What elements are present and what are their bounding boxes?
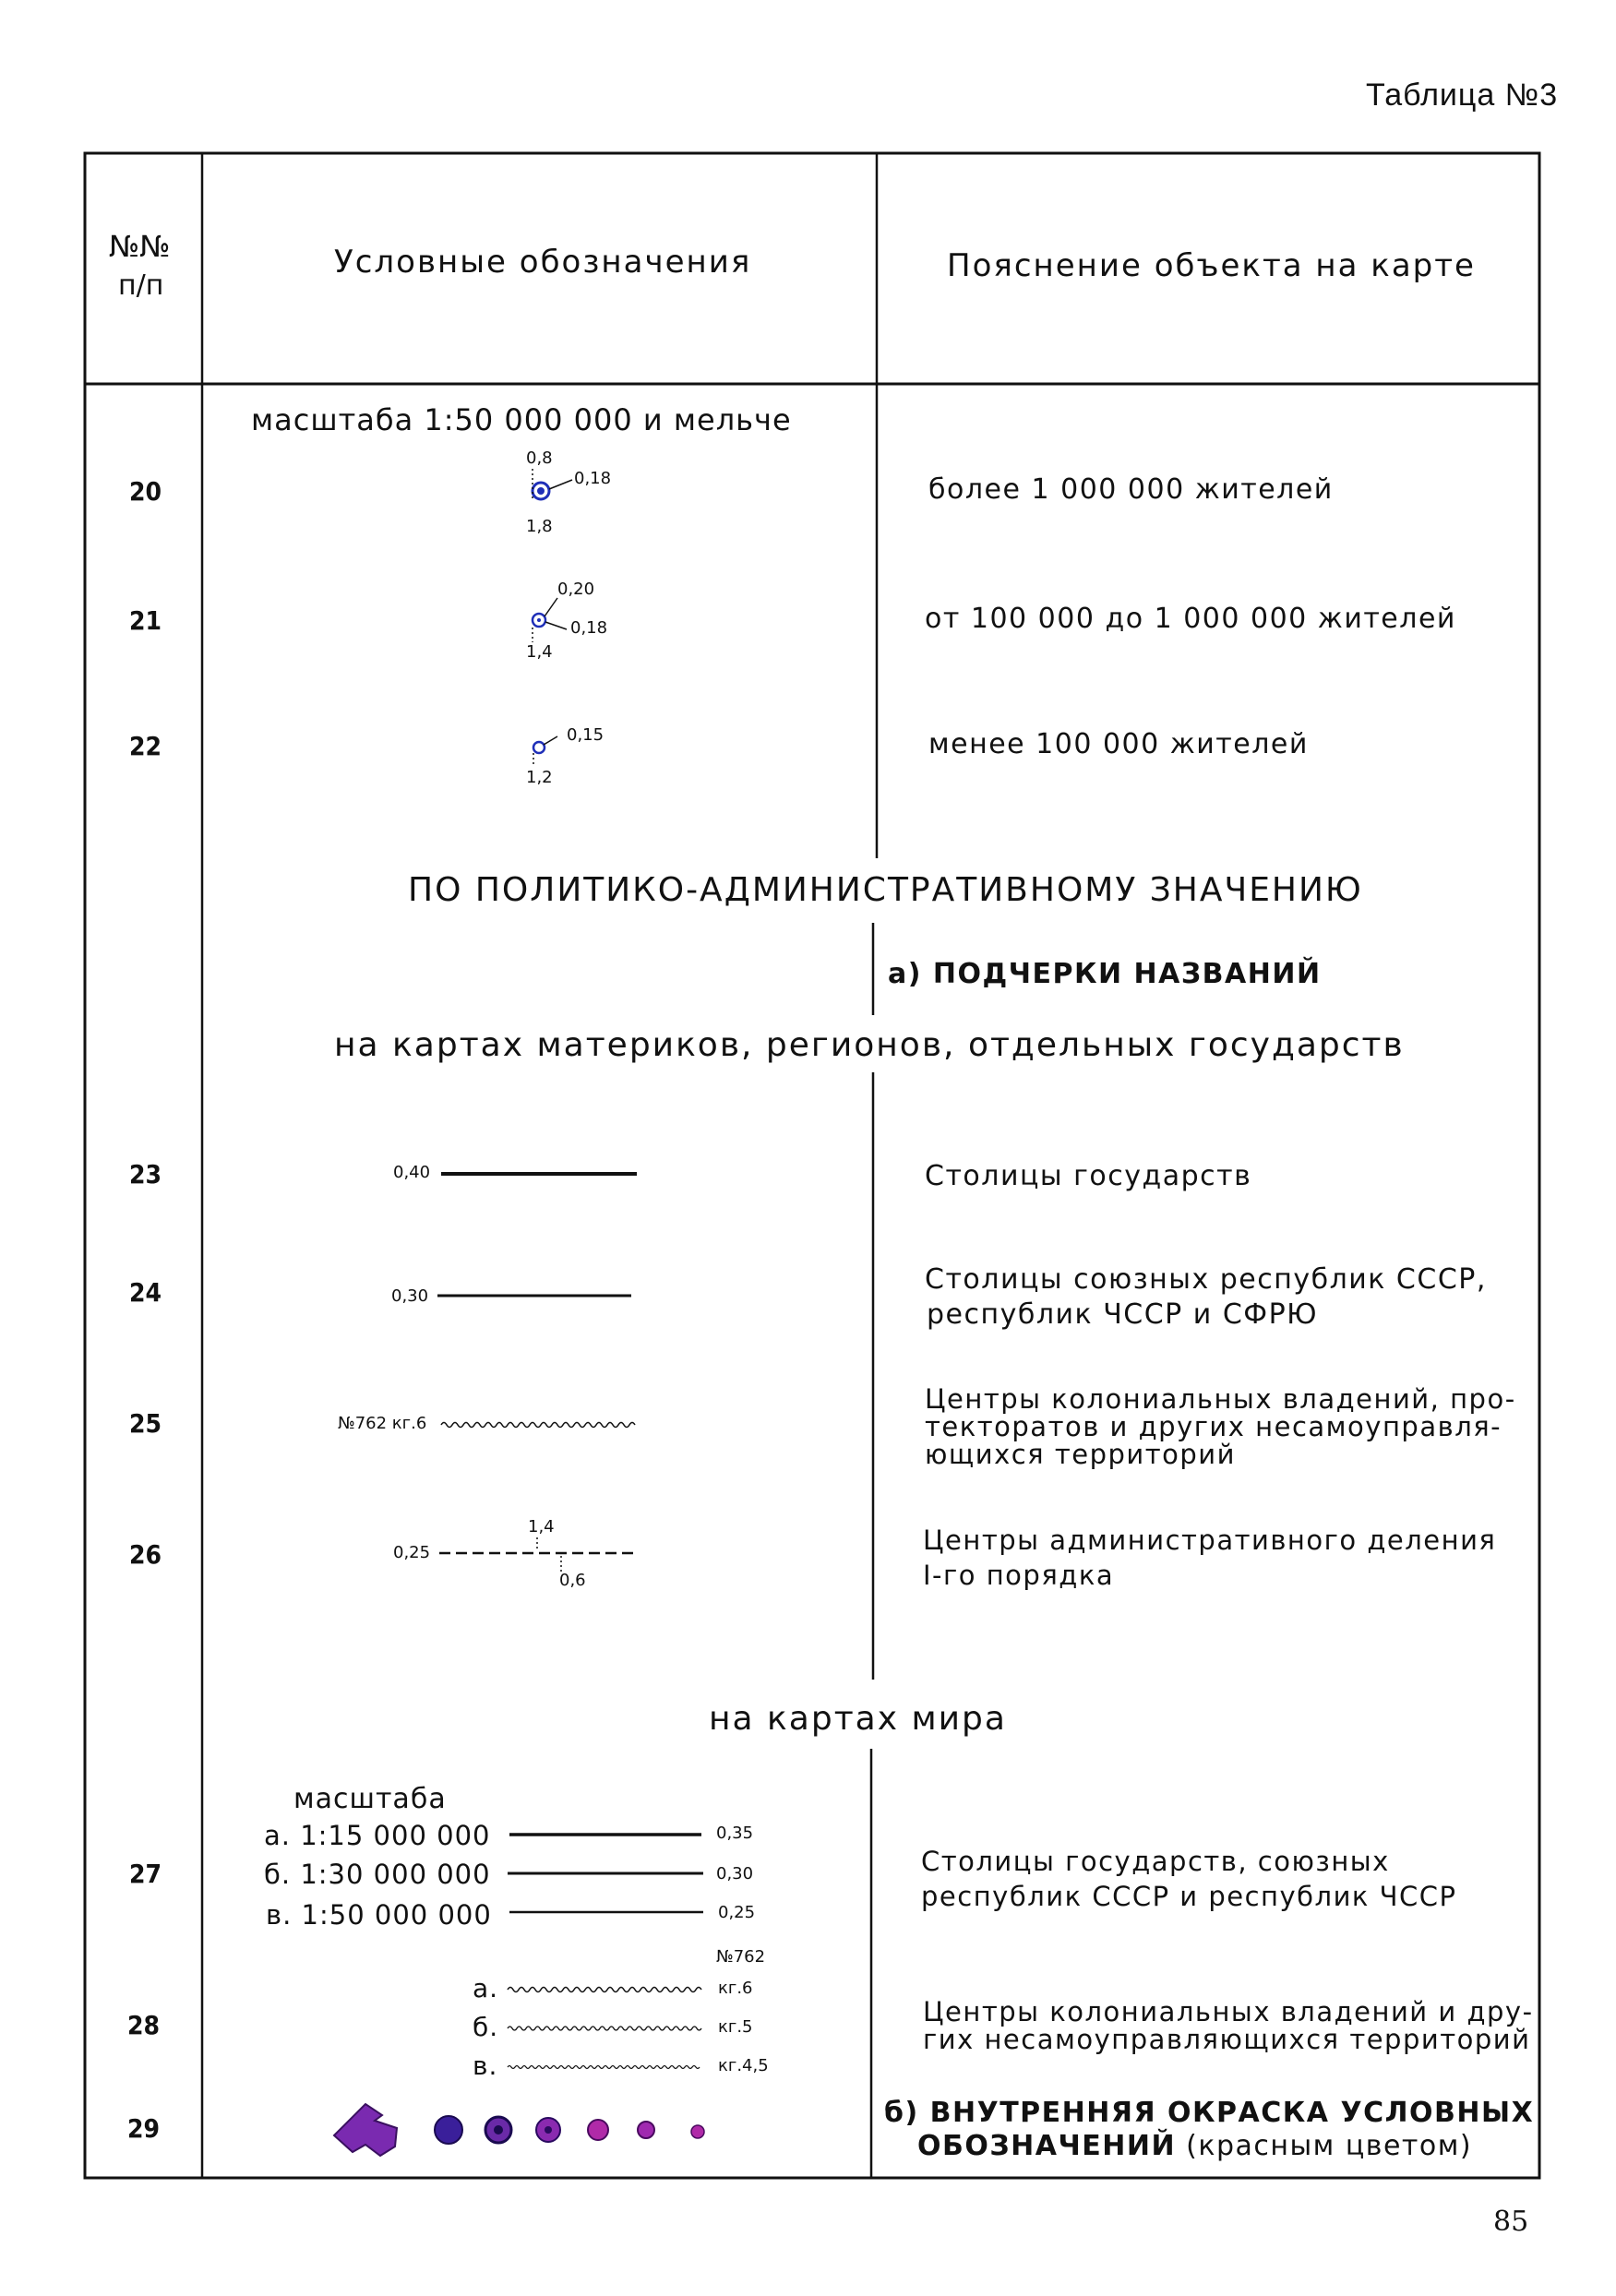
underline-medium (437, 1288, 637, 1307)
row-26-text-line2: I-го порядка (923, 1560, 1115, 1591)
row-24-dim: 0,30 (391, 1286, 429, 1306)
row-20-dim-top: 0,8 (526, 448, 553, 468)
row-21-dim-bottom: 1,4 (526, 642, 553, 662)
row-28-wavy-lines (506, 1979, 709, 2080)
row-28-letter-c: в. (473, 2051, 498, 2081)
header-explanation: Пояснение объекта на карте (947, 247, 1476, 284)
fill-sample-polygon (334, 2104, 397, 2156)
row-29-number: 29 (127, 2113, 161, 2144)
fill-sample-circle-6 (691, 2125, 704, 2138)
row-23-text: Столицы государств (925, 1160, 1252, 1192)
row-28-font-no: №762 (716, 1947, 766, 1967)
row-23-dim: 0,40 (393, 1163, 431, 1182)
row-25-text-line1: Центры колониальных владений, про- (925, 1383, 1516, 1415)
row-25-dim: №762 кг.6 (338, 1414, 427, 1433)
fill-sample-circle-2-dot (494, 2125, 503, 2135)
row-28-text-line2: гих несамоуправляющихся территорий (923, 2024, 1531, 2055)
row-27-scale-c: в. 1:50 000 000 (266, 1899, 492, 1931)
header-num-line1: №№ (109, 229, 171, 264)
row-22-dim-bottom: 1,2 (526, 768, 553, 787)
row-26-dim-bottom: 0,6 (559, 1571, 586, 1590)
scale-note: масштаба 1:50 000 000 и мельче (251, 402, 792, 437)
row-28-text-line1: Центры колониальных владений и дру- (923, 1996, 1534, 2027)
underline-thick (441, 1165, 640, 1183)
page-number: 85 (1493, 2206, 1529, 2238)
row-27-dim-c: 0,25 (718, 1903, 756, 1922)
row-27-dim-a: 0,35 (716, 1824, 754, 1843)
table-label: Таблица №3 (1366, 78, 1559, 113)
row-27-number: 27 (129, 1859, 162, 1889)
row-20-dim-right: 0,18 (574, 469, 612, 488)
row-21-number: 21 (129, 605, 162, 636)
section-world: на картах мира (709, 1700, 1007, 1738)
row-25-number: 25 (129, 1408, 162, 1439)
row-28-dim-b: кг.5 (718, 2017, 753, 2037)
row-26-text-line1: Центры административного деления (923, 1525, 1497, 1556)
underline-dashed (437, 1536, 640, 1582)
fill-sample-circle-4 (588, 2120, 608, 2140)
row-26-dim-top: 1,4 (528, 1517, 555, 1537)
row-29-text-line2-bold: ОБОЗНАЧЕНИЙ (917, 2130, 1177, 2162)
row-22-number: 22 (129, 731, 162, 761)
row-21-dim-a: 0,20 (557, 580, 595, 599)
header-num-line2: п/п (118, 269, 164, 302)
fill-sample-circle-3-dot (545, 2126, 552, 2134)
row-29-text-line2 (917, 2130, 1472, 2162)
row-28-dim-c: кг.4,5 (718, 2056, 769, 2075)
row-26-number: 26 (129, 1539, 162, 1570)
row-21-dim-b: 0,18 (570, 618, 608, 638)
row-22-text: менее 100 000 жителей (928, 728, 1309, 760)
row-27-underlines (506, 1824, 709, 1925)
fill-sample-circle-1 (435, 2116, 462, 2144)
underline-wavy (441, 1416, 640, 1434)
row-25-text-line3: ющихся территорий (925, 1439, 1236, 1470)
row-28-number: 28 (127, 2010, 161, 2040)
fill-samples (329, 2095, 725, 2165)
row-27-scale-a: а. 1:15 000 000 (264, 1820, 491, 1851)
fill-sample-circle-5 (638, 2122, 654, 2138)
row-29-text-line2-note: (красным цветом) (1186, 2130, 1473, 2162)
row-20-text: более 1 000 000 жителей (928, 473, 1334, 506)
row-20-number: 20 (129, 476, 162, 507)
row-24-text-line2: республик ЧССР и СФРЮ (927, 1298, 1319, 1331)
row-27-text-line2: республик СССР и республик ЧССР (921, 1881, 1457, 1912)
section-underline: а) ПОДЧЕРКИ НАЗВАНИЙ (888, 958, 1322, 990)
row-24-text-line1: Столицы союзных республик СССР, (925, 1263, 1487, 1296)
row-27-scale-b: б. 1:30 000 000 (264, 1859, 491, 1890)
row-27-text-line1: Столицы государств, союзных (921, 1846, 1390, 1877)
row-23-number: 23 (129, 1159, 162, 1190)
row-28-letter-b: б. (473, 2012, 499, 2042)
row-22-dim-right: 0,15 (567, 725, 605, 745)
row-28-dim-a: кг.6 (718, 1979, 753, 1998)
row-26-dim: 0,25 (393, 1543, 431, 1562)
section-continents: на картах материков, регионов, отдельных государств (334, 1026, 1405, 1064)
row-24-number: 24 (129, 1277, 162, 1308)
row-29-text-line1: б) ВНУТРЕННЯЯ ОКРАСКА УСЛОВНЫХ (884, 2097, 1535, 2129)
row-27-dim-b: 0,30 (716, 1864, 754, 1883)
row-28-letter-a: а. (473, 1973, 499, 2003)
section-political: ПО ПОЛИТИКО-АДМИНИСТРАТИВНОМУ ЗНАЧЕНИЮ (408, 871, 1363, 909)
row-25-text-line2: текторатов и других несамоуправля- (925, 1411, 1502, 1442)
row-21-text: от 100 000 до 1 000 000 жителей (925, 603, 1456, 635)
row-20-dim-bottom: 1,8 (526, 517, 553, 536)
row-27-scale-title: масштаба (293, 1783, 447, 1815)
header-symbols: Условные обозначения (334, 244, 752, 281)
